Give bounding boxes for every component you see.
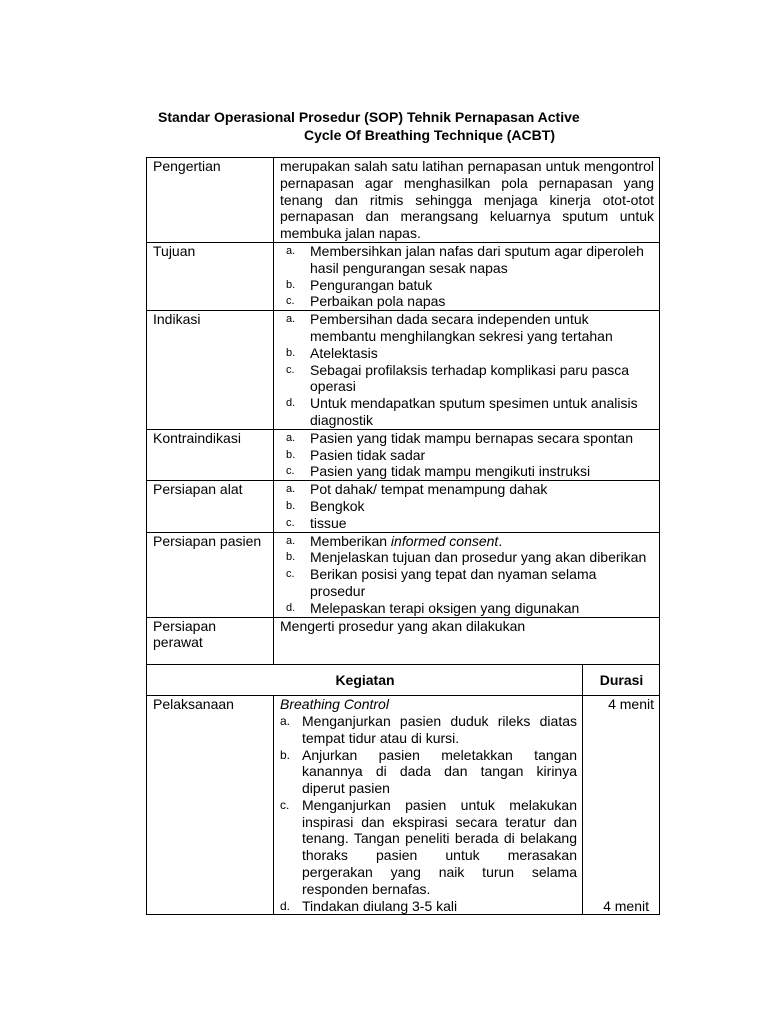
list-item xyxy=(280,447,654,464)
list-kontraindikasi xyxy=(274,429,660,480)
list-marker: b. xyxy=(280,747,291,762)
durasi-cell xyxy=(583,696,660,915)
list-item-text: Pengurangan batuk xyxy=(310,276,433,293)
list-item xyxy=(280,463,654,480)
list-item-text: Menganjurkan pasien duduk rileks diatas tempat tidur atau di kursi. xyxy=(302,712,577,746)
label-pelaksanaan: Pelaksanaan xyxy=(147,696,274,915)
list-item xyxy=(280,533,654,550)
header-kegiatan: Kegiatan xyxy=(147,665,583,696)
list-item-text: Menganjurkan pasien untuk melakukan inspirasi dan ekspirasi secara teratur dan tenang. Tangan peneliti berada di belakang thoraks pasien untuk merasakan pergerakan yang naik turun selama responden bernafas. xyxy=(302,796,577,897)
list-item xyxy=(280,430,654,447)
list-item-text: Melepaskan terapi oksigen yang digunakan xyxy=(310,599,580,616)
list-item-text: Pasien tidak sadar xyxy=(310,446,426,463)
list-item xyxy=(280,345,654,362)
list-marker: c. xyxy=(286,568,295,581)
label-kontraindikasi: Kontraindikasi xyxy=(147,429,274,480)
row-persiapan-alat xyxy=(147,481,660,532)
list-marker: b. xyxy=(286,499,296,512)
list-item xyxy=(280,600,654,617)
label-tujuan: Tujuan xyxy=(147,242,274,310)
list-marker: d. xyxy=(286,601,296,614)
steps-pelaksanaan xyxy=(274,696,583,915)
list-item-text: Membersihkan jalan nafas dari sputum agar diperoleh hasil pengurangan sesak napas xyxy=(310,242,644,276)
list-item-text: Perbaikan pola napas xyxy=(310,293,446,310)
list-marker: a. xyxy=(286,313,296,326)
label-pengertian: Pengertian xyxy=(147,158,274,243)
label-persiapan-pasien: Persiapan pasien xyxy=(147,532,274,617)
list-item-text: Berikan posisi yang tepat dan nyaman selama prosedur xyxy=(310,566,597,599)
list-marker: a. xyxy=(286,431,296,444)
list-indikasi xyxy=(274,311,660,430)
sop-table xyxy=(146,157,660,915)
list-item xyxy=(280,293,654,310)
row-persiapan-perawat xyxy=(147,617,660,665)
list-tujuan xyxy=(274,242,660,310)
list-item xyxy=(280,549,654,566)
label-indikasi: Indikasi xyxy=(147,311,274,430)
list-item-text: Memberikan xyxy=(310,532,391,549)
list-item xyxy=(280,797,577,898)
list-item xyxy=(280,481,654,498)
list-item xyxy=(280,277,654,294)
list-item xyxy=(280,713,577,747)
list-marker: b. xyxy=(286,278,296,291)
list-marker: b. xyxy=(286,551,296,564)
header-durasi: Durasi xyxy=(583,665,660,696)
list-item xyxy=(280,243,654,277)
list-marker: d. xyxy=(280,898,291,913)
list-marker: a. xyxy=(280,713,291,728)
text-persiapan-perawat: Mengerti prosedur yang akan dilakukan xyxy=(274,617,660,665)
list-item-text: Untuk mendapatkan sputum spesimen untuk analisis diagnostik xyxy=(310,395,638,428)
list-marker: c. xyxy=(286,516,295,529)
list-item-text: Sebagai profilaksis terhadap komplikasi paru pasca operasi xyxy=(310,361,630,395)
section-subtitle: Breathing Control xyxy=(280,696,389,713)
list-item xyxy=(280,747,577,797)
label-persiapan-alat: Persiapan alat xyxy=(147,481,274,532)
row-kontraindikasi xyxy=(147,429,660,480)
row-indikasi xyxy=(147,311,660,430)
row-tujuan xyxy=(147,242,660,310)
list-item-text: tissue xyxy=(310,514,347,531)
row-header xyxy=(147,665,660,696)
list-item-text: Pembersihan dada secara independen untuk membantu menghilangkan sekresi yang tertahan xyxy=(310,311,613,344)
list-item-italic: informed consent xyxy=(390,532,499,549)
title-line-1: Standar Operasional Prosedur (SOP) Tehnik Pernapasan Active xyxy=(158,109,580,125)
list-persiapan-alat xyxy=(274,481,660,532)
list-marker: c. xyxy=(286,363,295,376)
list-item-punct: . xyxy=(498,532,503,549)
list-item xyxy=(280,498,654,515)
list-item xyxy=(280,362,654,396)
list-item xyxy=(280,898,577,915)
list-item xyxy=(280,566,654,600)
label-persiapan-perawat: Persiapan perawat xyxy=(147,617,274,665)
list-marker: b. xyxy=(286,346,296,359)
list-marker: a. xyxy=(286,483,296,496)
row-pelaksanaan xyxy=(147,696,660,915)
list-item-text: Bengkok xyxy=(310,497,365,514)
list-item xyxy=(280,515,654,532)
durasi-value-1: 4 menit xyxy=(608,696,654,713)
list-item-text: Pot dahak/ tempat menampung dahak xyxy=(310,481,548,498)
list-marker: a. xyxy=(286,534,296,547)
title-line-2: Cycle Of Breathing Technique (ACBT) xyxy=(304,127,555,143)
list-item-text: Anjurkan pasien meletakkan tangan kanannya di dada dan tangan kirinya diperut pasien xyxy=(302,746,577,797)
list-item-text: Tindakan diulang 3-5 kali xyxy=(302,897,458,914)
document-title xyxy=(158,108,628,144)
list-item xyxy=(280,311,654,345)
list-marker: c. xyxy=(286,465,295,478)
list-item xyxy=(280,395,654,429)
list-marker: b. xyxy=(286,448,296,461)
list-marker: a. xyxy=(286,244,296,257)
list-persiapan-pasien xyxy=(274,532,660,617)
row-pengertian xyxy=(147,158,660,243)
durasi-value-2: 4 menit xyxy=(603,897,649,914)
list-item-text: Atelektasis xyxy=(310,344,378,361)
list-marker: d. xyxy=(286,397,296,410)
list-marker: c. xyxy=(280,797,290,812)
list-marker: c. xyxy=(286,295,295,308)
list-item-text: Pasien yang tidak mampu bernapas secara spontan xyxy=(310,429,633,446)
list-item-text: Menjelaskan tujuan dan prosedur yang akan diberikan xyxy=(310,549,647,566)
row-persiapan-pasien xyxy=(147,532,660,617)
list-item-text: Pasien yang tidak mampu mengikuti instruksi xyxy=(310,463,591,480)
text-pengertian: merupakan salah satu latihan pernapasan untuk mengontrol pernapasan agar menghasilkan pola pernapasan yang tenang dan ritmis sehingga menjaga kinerja otot-otot pernapasan dan merangsang keluarnya sputum untuk membuka jalan napas. xyxy=(274,158,660,243)
